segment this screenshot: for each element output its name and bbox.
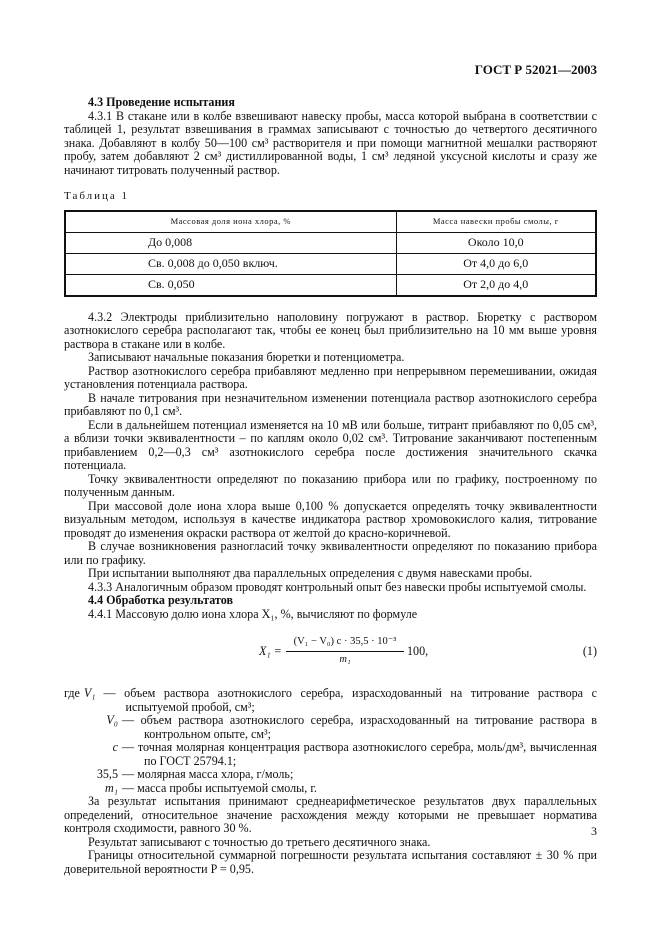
- paragraph: Точку эквивалентности определяют по показанию прибора или по графику, построенному по полученным данным.: [64, 471, 597, 499]
- definition-text: — объем раствора азотнокислого серебра, израсходованный на титрование раствора с испытуемой пробой, см³;: [103, 686, 597, 714]
- table-cell: Около 10,0: [396, 232, 596, 253]
- table-cell: Св. 0,008 до 0,050 включ.: [65, 253, 396, 274]
- document-standard-number: ГОСТ Р 52021—2003: [474, 62, 597, 77]
- table-cell: От 2,0 до 4,0: [396, 274, 596, 296]
- section-heading-4-3: 4.3 Проведение испытания: [88, 95, 235, 109]
- paragraph-4-4-1: 4.4.1 Массовую долю иона хлора X₁, %, вычисляют по формуле: [88, 606, 418, 621]
- paragraph: Результат записывают с точностью до третьего десятичного знака.: [88, 834, 431, 849]
- definition-text: — объем раствора азотнокислого серебра, израсходованный на титрование раствора в контрольном опыте, см³;: [122, 713, 597, 741]
- table-caption: Таблица 1: [64, 190, 130, 202]
- paragraph: Если в дальнейшем потенциал изменяется на 10 мВ или больше, титрант прибавляют по 0,05 см³, а вблизи точки эквивалентности – по каплям около 0,02 см³. Титрование заканчивают постепенным прибавлением 0,2—0,3 см³ азотнокислого серебра после достижения значительного скачка потенциала.: [64, 417, 597, 472]
- table-cell: Св. 0,050: [65, 274, 396, 296]
- paragraph: Записывают начальные показания бюретки и потенциометра.: [88, 350, 405, 364]
- column-header: Масса навески пробы смолы, г: [396, 211, 596, 233]
- paragraph: В начале титрования при незначительном изменении потенциала раствор азотнокислого серебра прибавляют по 0,1 см³.: [64, 390, 597, 418]
- table-1: [64, 210, 597, 297]
- paragraph: При испытании выполняют два параллельных определения с двумя навесками пробы.: [88, 566, 533, 580]
- formula-denominator: m₁: [339, 653, 351, 665]
- definition-symbol: 35,5: [96, 767, 118, 781]
- definition-item: [64, 714, 597, 741]
- definition-text: — молярная масса хлора, г/моль;: [122, 767, 294, 781]
- table-row: [65, 232, 596, 253]
- formula-factor: 100,: [407, 644, 429, 658]
- paragraph-4-3-1: 4.3.1 В стакане или в колбе взвешивают навеску пробы, масса которой выбрана в соответствии с таблицей 1, результат взвешивания в граммах записывают с точностью до четвертого десятичного знака. Добавляют в колбу 50—100 см³ растворителя и при помощи магнитной мешалки растворяют пробу, затем добавляют 2 см³ дистиллированной воды, 1 см³ ледяной уксусной кислоты и сразу же начинают титровать полученный раствор.: [64, 108, 597, 177]
- paragraph: 4.3.3 Аналогичным образом проводят контрольный опыт без навески пробы испытуемой смолы.: [88, 579, 587, 594]
- section-heading-4-4: 4.4 Обработка результатов: [88, 593, 233, 607]
- definition-item: [64, 741, 597, 768]
- definition-symbol: V₀: [106, 713, 118, 727]
- paragraph: 4.3.2 Электроды приблизительно наполовину погружают в раствор. Бюретку с раствором азотнокислого серебра располагают так, чтобы ее конец был приблизительно на 10 мм выше уровня раствора в стакане или в колбе.: [64, 309, 597, 351]
- definition-item: [64, 768, 597, 782]
- paragraph: Границы относительной суммарной погрешности результата испытания составляют ± 30 % при доверительной вероятности P = 0,95.: [64, 848, 597, 876]
- definition-item: [64, 782, 597, 796]
- definition-symbol: V₁: [83, 686, 96, 700]
- table-cell: От 4,0 до 6,0: [396, 253, 596, 274]
- paragraph: В случае возникновения разногласий точку эквивалентности определяют по показанию прибора или по графику.: [64, 539, 597, 567]
- table-row: [65, 274, 596, 296]
- table-header-row: [65, 211, 596, 233]
- formula-fraction: [286, 635, 404, 666]
- definition-item: [64, 687, 597, 714]
- formula-numerator: (V₁ − V₀) c · 35,5 · 10⁻³: [286, 635, 404, 652]
- formula-number: (1): [582, 644, 597, 658]
- paragraph: При массовой доле иона хлора выше 0,100 % допускается определять точку эквивалентности визуальным методом, используя в качестве индикатора раствор хромовокислого калия, титрование проводят до изменения окраски раствора от желтой до красно-коричневой.: [64, 498, 597, 540]
- table-row: [65, 253, 596, 274]
- paragraph: Раствор азотнокислого серебра прибавляют медленно при непрерывном перемешивании, ожидая установления потенциала раствора.: [64, 363, 597, 391]
- definition-text: — точная молярная концентрация раствора азотнокислого серебра, моль/дм³, вычисленная по ГОСТ 25794.1;: [122, 740, 597, 768]
- where-label: где: [64, 686, 80, 700]
- page-content: [64, 96, 597, 876]
- table-cell: До 0,008: [65, 232, 396, 253]
- column-header: Массовая доля иона хлора, %: [65, 211, 396, 233]
- definition-symbol: m₁: [105, 780, 118, 795]
- paragraph: За результат испытания принимают среднеарифметическое результатов двух параллельных определений, относительное значение расхождения между которыми не превышает норматива контроля сходимости, равного 30 %.: [64, 794, 597, 835]
- formula-1: [64, 629, 597, 681]
- definition-text: — масса пробы испытуемой смолы, г.: [122, 780, 317, 795]
- page-number: 3: [591, 824, 597, 838]
- definition-symbol: c: [112, 740, 118, 754]
- formula-lhs: X₁ =: [259, 644, 282, 658]
